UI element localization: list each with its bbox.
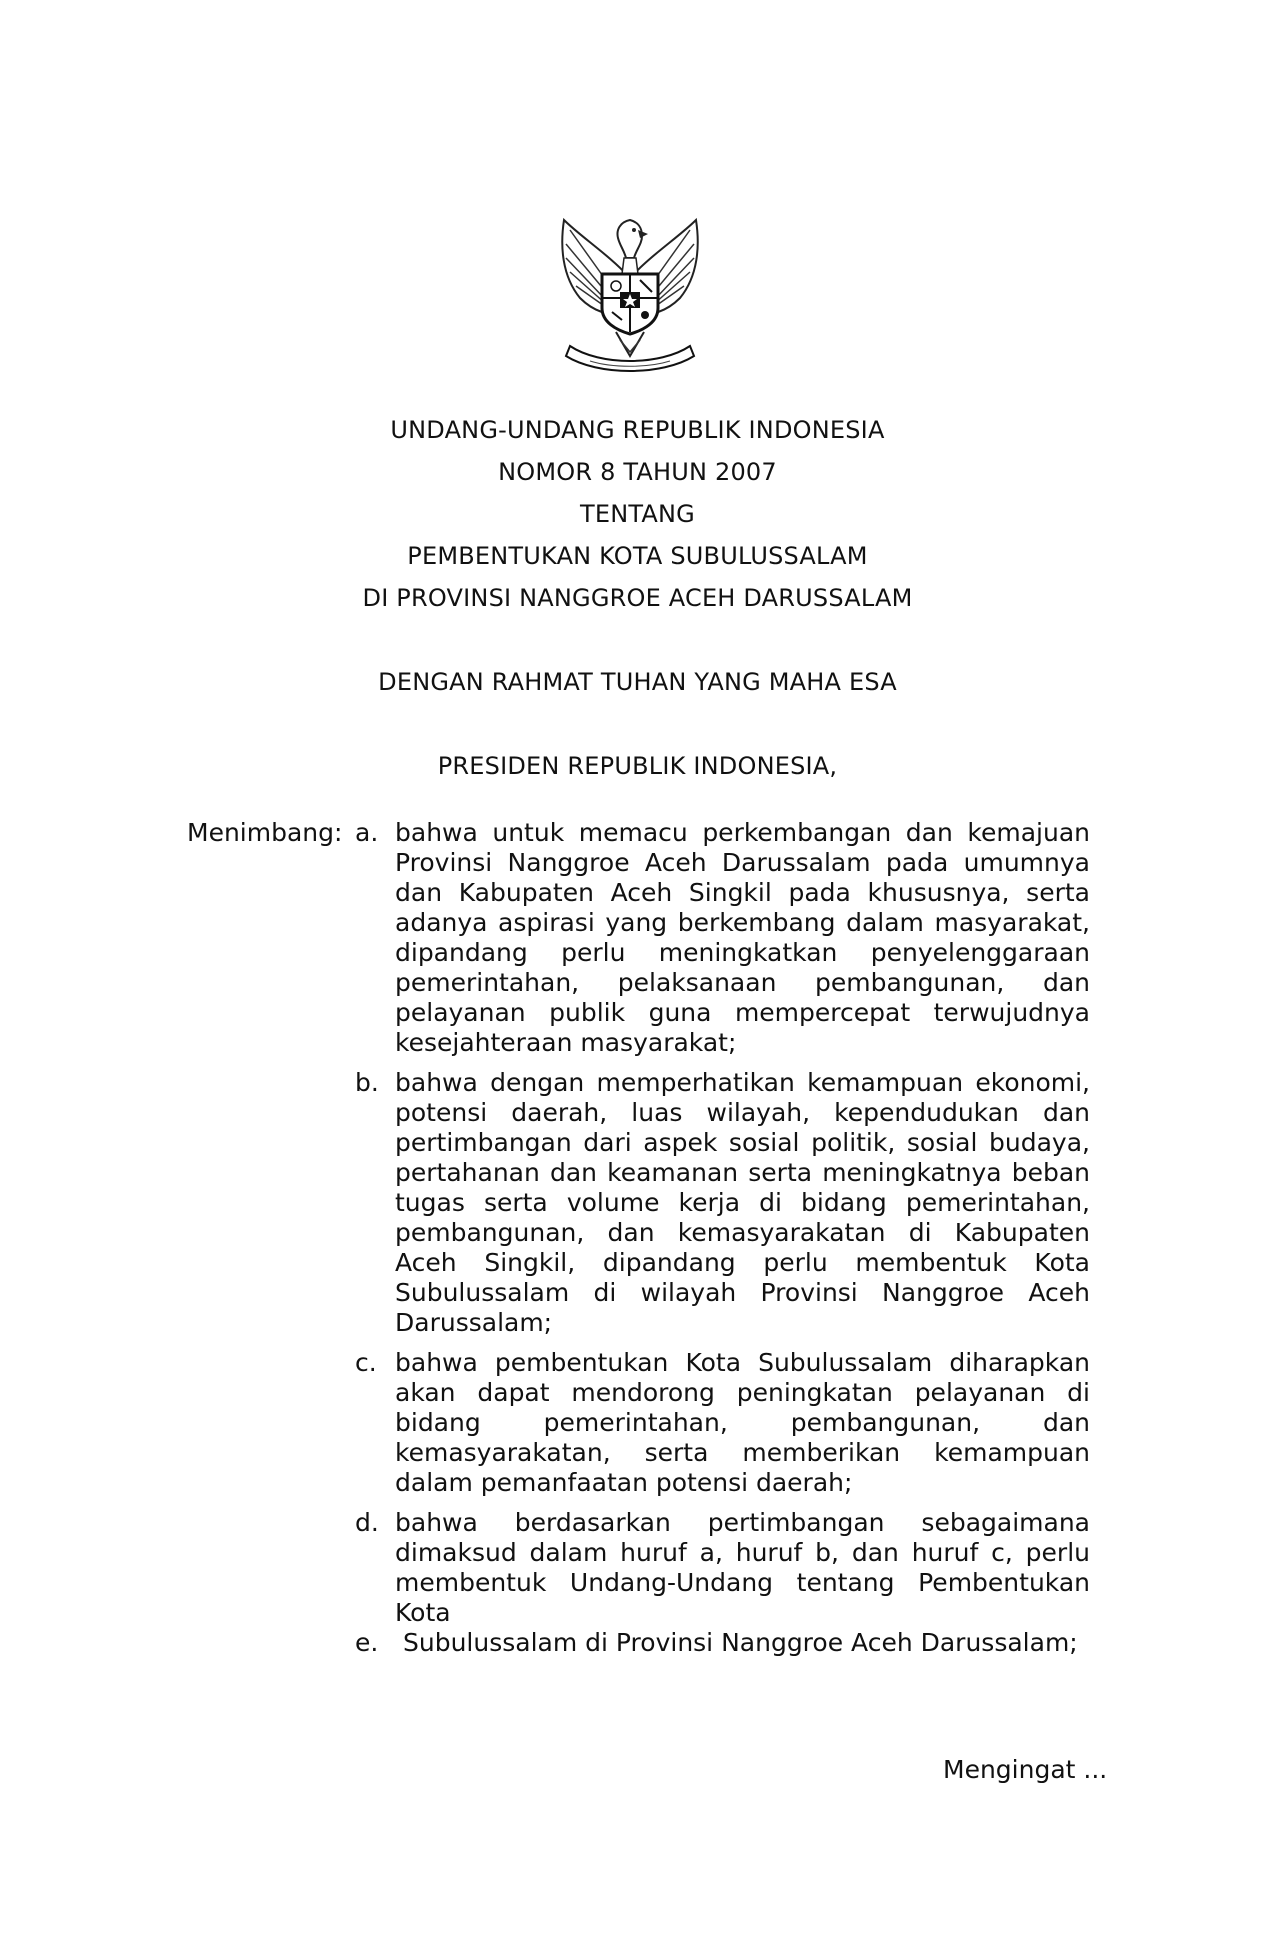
considering-item-letter: a. [355,818,379,847]
considering-label: Menimbang: [187,818,343,847]
considering-item-letter: e. [355,1628,379,1657]
law-subject: PEMBENTUKAN KOTA SUBULUSSALAM [407,542,868,570]
president-heading: PRESIDEN REPUBLIK INDONESIA, [437,752,838,780]
law-title: UNDANG-UNDANG REPUBLIK INDONESIA [390,416,885,444]
law-number: NOMOR 8 TAHUN 2007 [498,458,777,486]
considering-item-text: Subulussalam di Provinsi Nanggroe Aceh Darussalam; [403,1628,1078,1657]
considering-item-letter: c. [355,1348,377,1377]
considering-item-text: bahwa untuk memacu perkembangan dan kemajuan Provinsi Nanggroe Aceh Darussalam pada umumnya dan Kabupaten Aceh Singkil pada khususnya, serta adanya aspirasi yang berkembang dalam masyarakat, dipandang perlu meningkatkan penyelenggaraan pemerintahan, pelaksanaan pembangunan, dan pelayanan publik guna mempercepat terwujudnya kesejahteraan masyarakat; [395,818,1090,1057]
law-about: TENTANG [580,500,695,528]
considering-item-text: bahwa pembentukan Kota Subulussalam diharapkan akan dapat mendorong peningkatan pelayanan di bidang pemerintahan, pembangunan, dan kemasyarakatan, serta memberikan kemampuan dalam pemanfaatan potensi daerah; [395,1348,1090,1497]
law-subject-location: DI PROVINSI NANGGROE ACEH DARUSSALAM [362,584,913,612]
considering-item-letter: b. [355,1068,379,1097]
garuda-pancasila-emblem-icon [550,216,710,380]
considering-item-text: bahwa berdasarkan pertimbangan sebagaimana dimaksud dalam huruf a, huruf b, dan huruf c, perlu membentuk Undang-Undang tentang Pembentukan Kota [395,1508,1090,1627]
continuation-marker: Mengingat ... [943,1755,1108,1784]
considering-item-letter: d. [355,1508,379,1537]
considering-item-text: bahwa dengan memperhatikan kemampuan ekonomi, potensi daerah, luas wilayah, kependudukan dan pertimbangan dari aspek sosial politik, sosial budaya, pertahanan dan keamanan serta meningkatnya beban tugas serta volume kerja di bidang pemerintahan, pembangunan, dan kemasyarakatan di Kabupaten Aceh Singkil, dipandang perlu membentuk Kota Subulussalam di wilayah Provinsi Nanggroe Aceh Darussalam; [395,1068,1090,1337]
invocation: DENGAN RAHMAT TUHAN YANG MAHA ESA [378,668,897,696]
